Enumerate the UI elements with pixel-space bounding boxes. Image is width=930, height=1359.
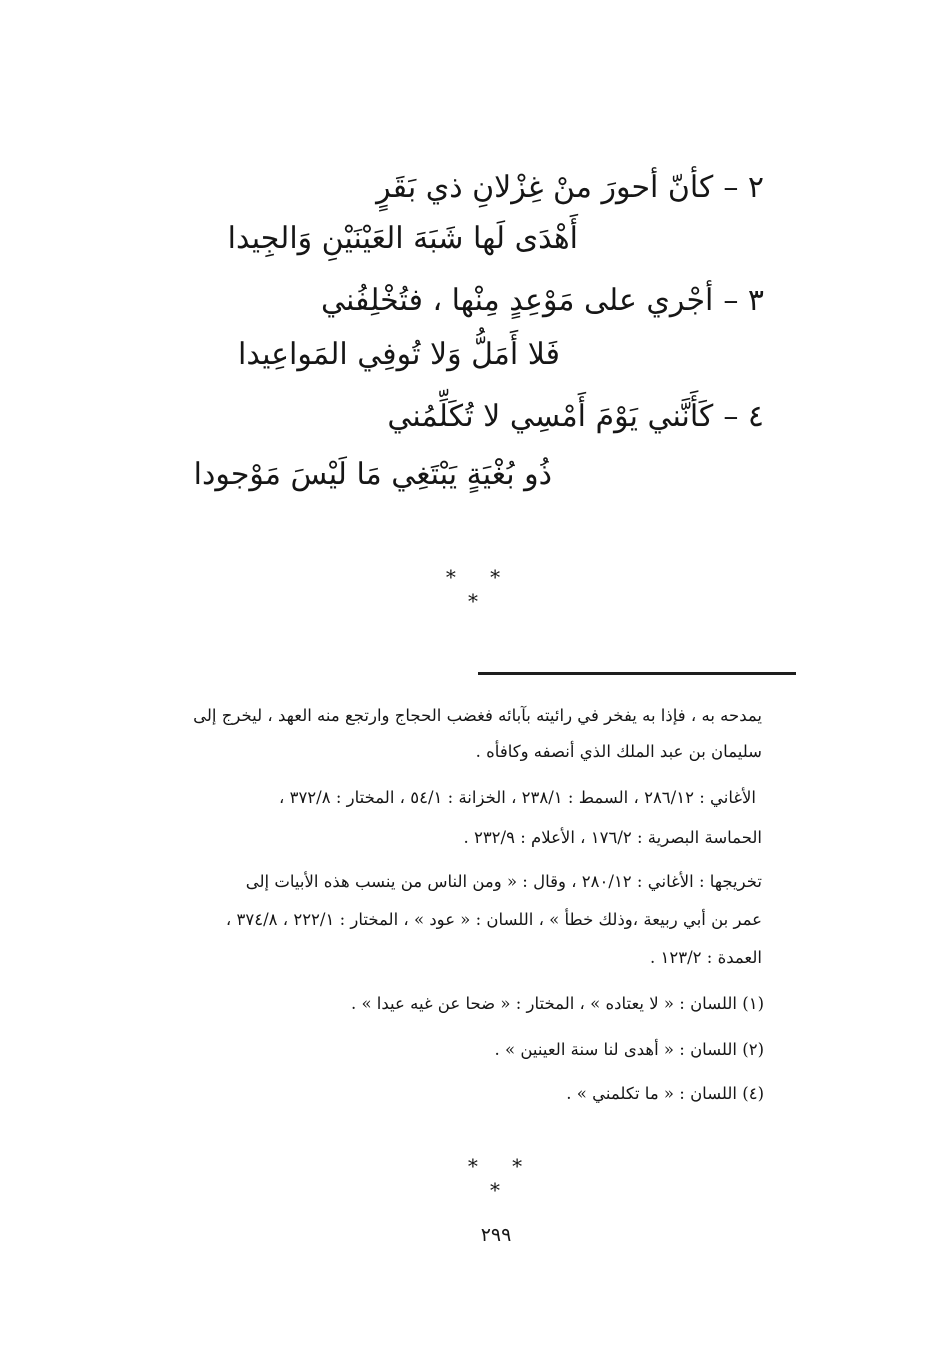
section-separator-top: * * * [445, 565, 515, 613]
note-1-line-1: يمدحه به ، فإذا به يفخر في رائيته بآبائه فغضب الحجاج وارتجع منه العهد ، ليخرج إلى [193, 706, 762, 725]
verse-4-number: ٤ – [723, 399, 764, 434]
note-1-line-2: سليمان بن عبد الملك الذي أنصفه وكافأه . [475, 742, 762, 761]
verse-4-second-hemistich: ذُو بُغْيَةٍ يَبْتَغِي مَا لَيْسَ مَوْجودا [193, 457, 552, 492]
section-separator-bottom: * * * [467, 1154, 537, 1202]
verse-2-number: ٢ – [723, 170, 764, 205]
variant-note-4: (٤) اللسان : « ما تكلمني » . [566, 1084, 764, 1103]
verse-2-first-hemistich [376, 166, 764, 210]
note-2-line-1: الأغاني : ٢٨٦/١٢ ، السمط : ٢٣٨/١ ، الخزانة : ٥٤/١ ، المختار : ٣٧٢/٨ ، [279, 788, 756, 807]
footnote-rule [478, 672, 796, 675]
page-number: ٢٩٩ [480, 1224, 512, 1246]
verse-4-first-hemistich [387, 395, 764, 439]
verse-4-first-text: كَأَنَّني يَوْمَ أَمْسِي لا تُكَلِّمُني [387, 399, 714, 434]
variant-note-2: (٢) اللسان : « أهدى لنا سنة العينين » . [494, 1040, 764, 1059]
verse-2-first-text: كأنّ أحورَ منْ غِزْلانِ ذي بَقَرٍ [376, 170, 714, 205]
verse-3-first-hemistich [321, 279, 764, 323]
verse-2-second-hemistich: أَهْدَى لَها شَبَهَ العَيْنَيْنِ وَالجِيدا [227, 221, 578, 256]
verse-3-second-hemistich: فَلا أَمَلُّ وَلا تُوفِي المَواعِيدا [238, 337, 560, 372]
note-2-line-2: الحماسة البصرية : ١٧٦/٢ ، الأعلام : ٢٣٢/٩ . [463, 828, 762, 847]
note-3-line-1: تخريجها : الأغاني : ٢٨٠/١٢ ، وقال : « ومن الناس من ينسب هذه الأبيات إلى [245, 872, 762, 891]
verse-3-first-text: أجْري على مَوْعِدٍ مِنْها ، فتُخْلِفُني [320, 283, 714, 318]
note-3-line-3: العمدة : ١٢٣/٢ . [650, 948, 762, 967]
note-3-line-2: عمر بن أبي ربيعة ،وذلك خطأ » ، اللسان : « عود » ، المختار : ٢٢٢/١ ، ٣٧٤/٨ ، [225, 910, 762, 929]
verse-3-number: ٣ – [723, 283, 764, 318]
variant-note-1: (١) اللسان : « لا يعتاده » ، المختار : « ضحا عن غيه عيدا » . [350, 994, 764, 1013]
